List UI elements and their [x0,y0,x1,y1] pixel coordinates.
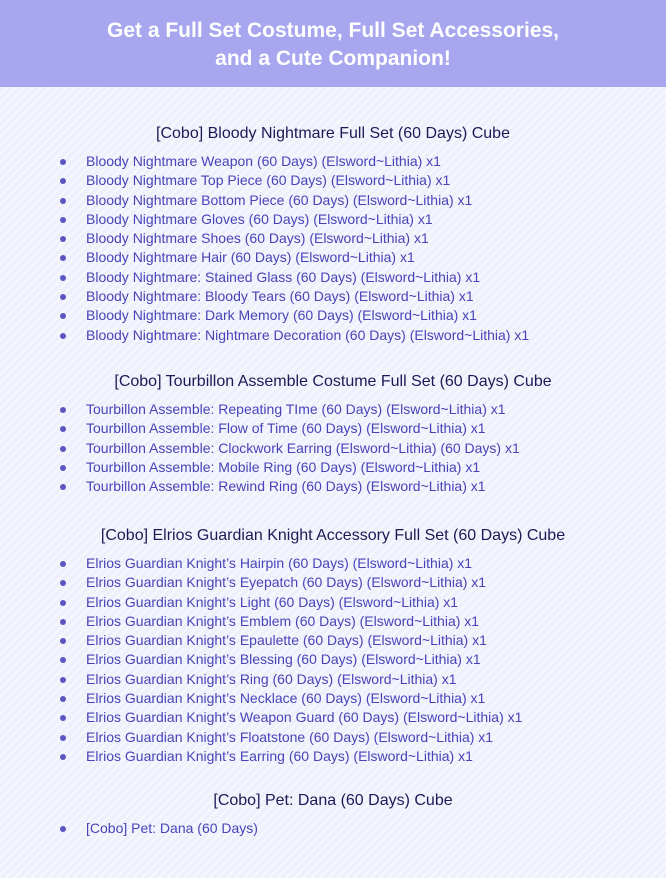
item-label: Bloody Nightmare: Nightmare Decoration (60 Days) (Elsword~Lithia) x1 [86,326,530,343]
list-item [0,708,666,727]
bullet-icon [60,198,66,204]
item-label: Bloody Nightmare Weapon (60 Days) (Elsword~Lithia) x1 [86,153,441,169]
list-item [0,400,666,419]
list-item [0,689,666,708]
list-item [0,419,666,438]
list-item [0,612,666,631]
list-item [0,458,666,477]
item-list-elrios-guardian-knight [0,554,666,766]
bullet-icon [60,313,66,319]
bullet-icon [60,696,66,702]
item-label: Elrios Guardian Knight’s Ring (60 Days) (Elsword~Lithia) x1 [86,670,457,687]
item-label: Elrios Guardian Knight’s Weapon Guard (60 Days) (Elsword~Lithia) x1 [86,709,523,726]
list-item [0,229,666,248]
item-label: Tourbillon Assemble: Rewind Ring (60 Days) (Elsword~Lithia) x1 [86,478,486,495]
list-item [0,670,666,689]
section-title-pet-dana: [Cobo] Pet: Dana (60 Days) Cube [213,792,453,809]
item-label: Elrios Guardian Knight’s Epaulette (60 Days) (Elsword~Lithia) x1 [86,632,487,649]
bullet-icon [60,465,66,471]
list-item [0,268,666,287]
bullet-icon [60,294,66,300]
item-label: Bloody Nightmare: Stained Glass (60 Days) (Elsword~Lithia) x1 [86,268,481,285]
list-item [0,819,666,838]
bullet-icon [60,600,66,606]
banner-line-2: and a Cute Companion! [215,47,451,70]
bullet-icon [60,178,66,184]
item-label: Elrios Guardian Knight’s Light (60 Days) (Elsword~Lithia) x1 [86,593,459,610]
item-label: Bloody Nightmare Hair (60 Days) (Elsword~Lithia) x1 [86,249,415,266]
header-banner [0,0,666,87]
bullet-icon [60,159,66,165]
item-label: Elrios Guardian Knight’s Hairpin (60 Days) (Elsword~Lithia) x1 [86,555,473,571]
item-label: Elrios Guardian Knight’s Earring (60 Days) (Elsword~Lithia) x1 [86,747,473,764]
item-list-tourbillon-assemble [0,400,666,496]
list-item [0,306,666,325]
list-item [0,326,666,345]
item-label: Elrios Guardian Knight’s Floatstone (60 Days) (Elsword~Lithia) x1 [86,728,494,745]
item-label: Elrios Guardian Knight’s Eyepatch (60 Days) (Elsword~Lithia) x1 [86,574,487,591]
content-area [0,87,666,878]
bullet-icon [60,561,66,567]
item-label: Bloody Nightmare Gloves (60 Days) (Elsword~Lithia) x1 [86,210,433,227]
bullet-icon [60,826,66,832]
item-label: Bloody Nightmare: Bloody Tears (60 Days) (Elsword~Lithia) x1 [86,288,474,305]
bullet-icon [60,580,66,586]
item-label: [Cobo] Pet: Dana (60 Days) [86,820,258,836]
bullet-icon [60,715,66,721]
bullet-icon [60,255,66,261]
bullet-icon [60,735,66,741]
banner-line-1: Get a Full Set Costume, Full Set Accessories, [106,19,560,42]
bullet-icon [60,484,66,490]
list-item [0,728,666,747]
item-label: Bloody Nightmare: Dark Memory (60 Days) (Elsword~Lithia) x1 [86,307,477,324]
list-item [0,747,666,766]
item-label: Bloody Nightmare Top Piece (60 Days) (Elsword~Lithia) x1 [86,172,451,189]
section-title-tourbillon-assemble: [Cobo] Tourbillon Assemble Costume Full Set (60 Days) Cube [114,373,552,390]
item-label: Tourbillon Assemble: Mobile Ring (60 Days) (Elsword~Lithia) x1 [86,458,481,475]
bullet-icon [60,677,66,683]
list-item [0,477,666,496]
section-title-elrios-guardian-knight: [Cobo] Elrios Guardian Knight Accessory Full Set (60 Days) Cube [100,527,566,544]
bullet-icon [60,754,66,760]
list-item [0,631,666,650]
list-item [0,573,666,592]
list-item [0,439,666,458]
list-item [0,287,666,306]
list-item [0,248,666,267]
bullet-icon [60,657,66,663]
list-item [0,210,666,229]
item-list-bloody-nightmare [0,152,666,345]
bullet-icon [60,217,66,223]
bullet-icon [60,638,66,644]
list-item [0,593,666,612]
list-item [0,650,666,669]
bullet-icon [60,446,66,452]
item-label: Tourbillon Assemble: Repeating TIme (60 Days) (Elsword~Lithia) x1 [86,401,506,417]
list-item [0,191,666,210]
item-label: Tourbillon Assemble: Clockwork Earring (Elsword~Lithia) (60 Days) x1 [86,439,520,456]
list-item [0,152,666,171]
item-label: Elrios Guardian Knight’s Necklace (60 Days) (Elsword~Lithia) x1 [86,690,486,707]
bullet-icon [60,275,66,281]
item-label: Bloody Nightmare Shoes (60 Days) (Elsword~Lithia) x1 [86,230,429,247]
list-item [0,554,666,573]
bullet-icon [60,236,66,242]
item-label: Bloody Nightmare Bottom Piece (60 Days) (Elsword~Lithia) x1 [86,191,473,208]
item-label: Elrios Guardian Knight’s Blessing (60 Days) (Elsword~Lithia) x1 [86,651,481,668]
bullet-icon [60,619,66,625]
section-title-bloody-nightmare: [Cobo] Bloody Nightmare Full Set (60 Days) Cube [156,125,510,142]
item-label: Elrios Guardian Knight’s Emblem (60 Days) (Elsword~Lithia) x1 [86,612,480,629]
bullet-icon [60,426,66,432]
item-list-pet-dana [0,819,666,838]
bullet-icon [60,407,66,413]
list-item [0,171,666,190]
item-label: Tourbillon Assemble: Flow of Time (60 Days) (Elsword~Lithia) x1 [86,420,486,437]
bullet-icon [60,333,66,339]
